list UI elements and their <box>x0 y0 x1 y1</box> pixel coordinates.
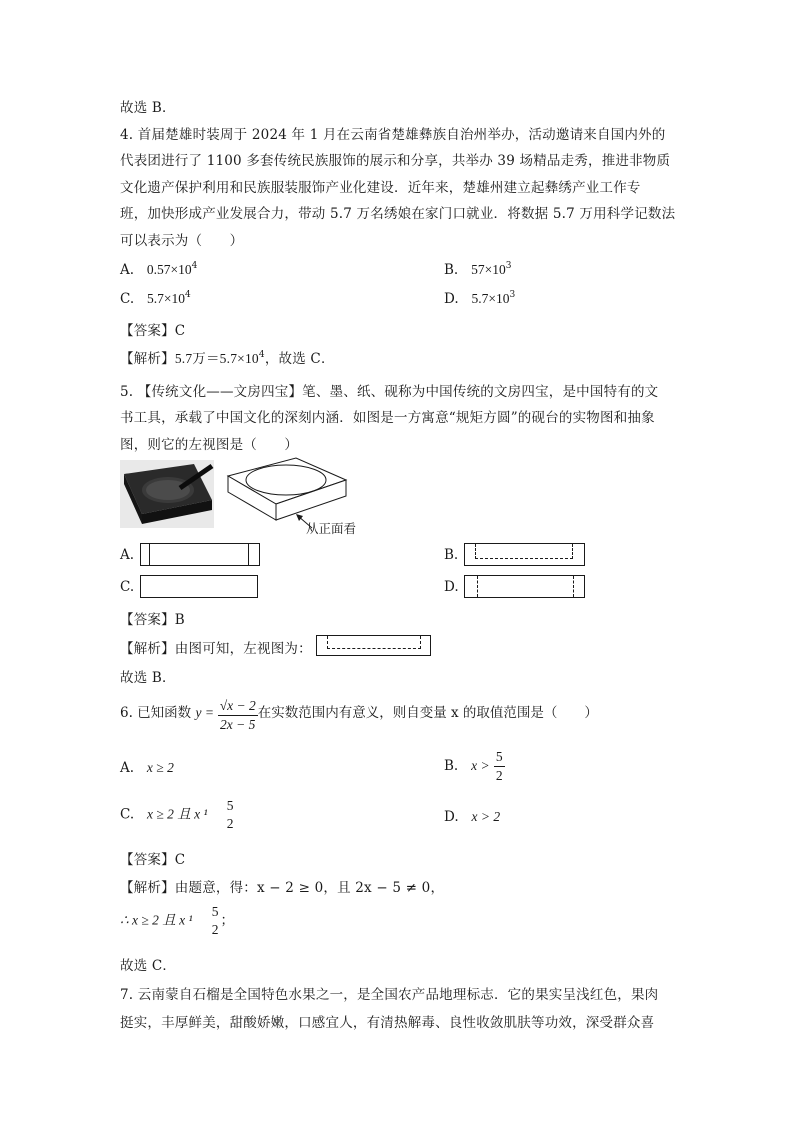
q4-option-c: C. $5.7\times 10^4$ <box>120 290 191 307</box>
q6-final: 故选 C． <box>120 958 177 974</box>
q5-option-a-label: A. <box>120 547 135 563</box>
q5-option-a-view <box>140 543 260 566</box>
q5-option-a-right-edge <box>248 544 249 565</box>
q4-option-b: B. $57\times 10^3$ <box>444 261 512 278</box>
q5-option-b-hidden-lines <box>475 544 573 559</box>
q6-option-a: A. x ≥ 2 <box>120 760 174 776</box>
q6-stem: 6. 已知函数 y = $\frac{√x - 2}{2x - 5}$ 在实数范围内有意义，则自变量 x 的取值范围是（ ） <box>120 698 598 732</box>
q6-option-b: B. x > $\frac{5}{2}$ <box>444 749 503 783</box>
q6-option-b-fraction: $\frac{5}{2}$ <box>495 749 503 783</box>
q4-option-d: D. $5.7\times 10^3$ <box>444 290 516 307</box>
q5-analysis-left-view <box>316 635 431 656</box>
q6-function-fraction: $\frac{√x - 2}{2x - 5}$ <box>219 698 256 732</box>
q5-option-d-right-hidden <box>573 576 574 597</box>
q5-option-b-label: B. <box>444 547 459 563</box>
q6-conclusion: ∴ x ≥ 2 且 x ¹ 5 2 ； <box>120 904 234 937</box>
q5-option-d-left-hidden <box>477 576 478 597</box>
q4-stem-line-2: 代表团进行了 1100 多套传统民族服饰的展示和分享，共举办 39 场精品走秀，推进非物质 <box>120 153 671 169</box>
q5-analysis: 【解析】由图可知，左视图为： <box>120 641 312 657</box>
q5-analysis-hidden-lines <box>327 636 421 649</box>
q3-conclusion: 故选 B． <box>120 100 176 116</box>
q4-option-a: A. $0.57\times 10^4$ <box>120 261 198 278</box>
q4-stem-line-5: 可以表示为（ ） <box>120 233 244 249</box>
q5-option-c-label: C. <box>120 579 135 595</box>
q5-option-d-view <box>464 575 585 598</box>
q5-option-b-view <box>464 543 585 566</box>
q6-conclusion-fraction: 5 2 <box>211 904 219 937</box>
q5-option-d-label: D. <box>444 579 459 595</box>
q6-option-c: C. x ≥ 2 且 x ¹ 5 2 <box>120 798 234 831</box>
q5-stem-line-1: 5. 【传统文化——文房四宝】笔、墨、纸、砚称为中国传统的文房四宝，是中国特有的文 <box>120 384 659 400</box>
q7-stem-line-2: 挺实，丰厚鲜美，甜酸娇嫩，口感宜人，有清热解毒、良性收敛肌肤等功效，深受群众喜 <box>120 1015 655 1031</box>
q5-conclusion: 故选 B． <box>120 670 176 686</box>
q5-answer: 【答案】B <box>120 612 185 628</box>
q6-option-d: D. x > 2 <box>444 809 501 825</box>
q4-stem-line-3: 文化遗产保护利用和民族服装服饰产业化建设．近年来，楚雄州建立起彝绣产业工作专 <box>120 180 641 196</box>
q7-stem-line-1: 7. 云南蒙自石榴是全国特色水果之一，是全国农产品地理标志．它的果实呈浅红色，果肉 <box>120 987 659 1003</box>
q4-answer: 【答案】C <box>120 323 186 339</box>
q5-option-a-left-edge <box>149 544 150 565</box>
q5-stem-line-2: 书工具，承载了中国文化的深刻内涵．如图是一方寓意“规矩方圆”的砚台的实物图和抽象 <box>120 410 655 426</box>
front-view-label: 从正面看 <box>306 521 357 536</box>
q4-analysis: 【解析】5.7万$=5.7\times 10^4$，故选 C． <box>120 350 335 367</box>
q6-answer: 【答案】C <box>120 852 186 868</box>
q5-option-c-view <box>140 575 258 598</box>
q5-stem-line-3: 图，则它的左视图是（ ） <box>120 437 299 453</box>
q4-stem-line-1: 4. 首届楚雄时装周于 2024 年 1 月在云南省楚雄彝族自治州举办，活动邀请来自国内外的 <box>120 127 666 143</box>
q6-analysis: 【解析】由题意，得：x − 2 ≥ 0，且 2x − 5 ≠ 0， <box>120 880 445 896</box>
inkstone-photo <box>120 460 214 528</box>
q4-stem-line-4: 班，加快形成产业发展合力，带动 5.7 万名绣娘在家门口就业．将数据 5.7 万用科学记数法 <box>120 206 676 222</box>
q6-option-c-fraction: 5 2 <box>226 798 234 831</box>
